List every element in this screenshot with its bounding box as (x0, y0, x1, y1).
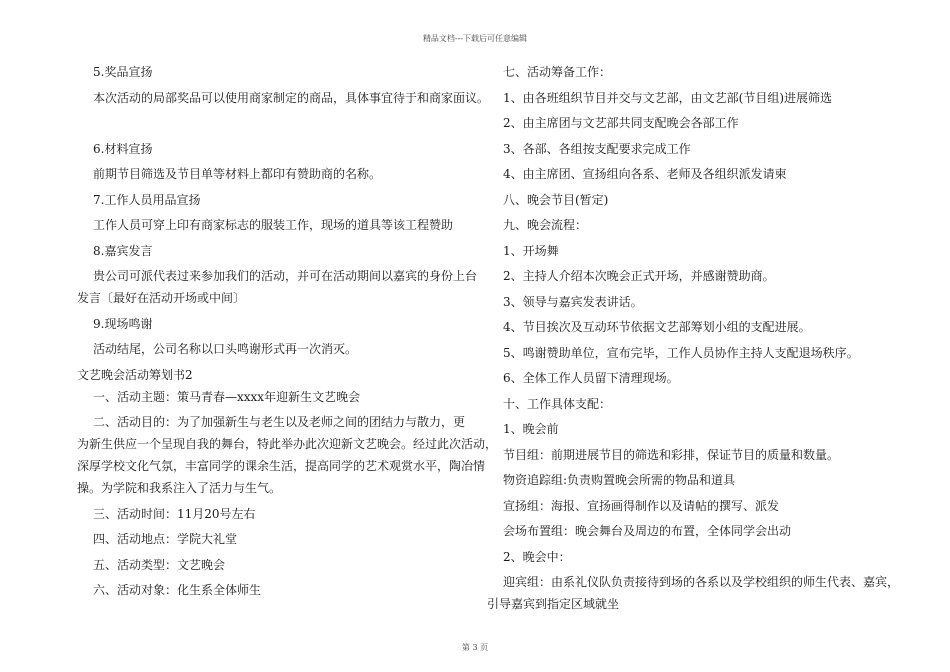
paragraph-line: 3、各部、各组按支配要求完成工作 (503, 141, 691, 156)
paragraph-line: 前期节目筛选及节目单等材料上都印有赞助商的名称。 (93, 167, 382, 181)
right-column (487, 64, 900, 622)
paragraph-line: 本次活动的局部奖品可以使用商家制定的商品，具体事宜待于和商家面议。 (93, 90, 490, 105)
paragraph-line: 5.奖品宣扬 (93, 65, 153, 79)
left-column (77, 64, 498, 608)
paragraph-line: 5、鸣谢赞助单位，宣布完毕，工作人员协作主持人支配退场秩序。 (503, 345, 859, 360)
paragraph-line: 为新生供应一个呈现自我的舞台，特此举办此次迎新文艺晚会。经过此次活动， (77, 437, 498, 451)
paragraph-line: 六、活动对象：化生系全体师生 (93, 583, 262, 597)
paragraph-line: 七、活动筹备工作： (503, 65, 612, 79)
paragraph-line: 4、由主席团、宣扬组向各系、老师及各组织派发请柬 (503, 167, 787, 181)
paragraph-line: 1、开场舞 (503, 243, 559, 258)
paragraph-line: 活动结尾，公司名称以口头鸣谢形式再一次消灭。 (93, 342, 358, 356)
paragraph-line: 物资追踪组:负责购置晚会所需的物品和道具 (503, 473, 736, 487)
paragraph-line: 九、晚会流程： (503, 218, 588, 232)
paragraph-line: 十、工作具体支配： (503, 396, 612, 411)
paragraph-line: 引导嘉宾到指定区域就坐 (487, 597, 620, 611)
paragraph-line: 6.材料宣扬 (93, 141, 153, 156)
paragraph-line: 6、全体工作人员留下清理现场。 (503, 371, 679, 385)
paragraph-line: 四、活动地点：学院大礼堂 (93, 532, 238, 546)
paragraph-line: 八、晚会节目(暂定) (503, 192, 609, 207)
paragraph-line: 文艺晚会活动筹划书2 (77, 367, 193, 382)
paragraph-line: 宣扬组：海报、宣扬画得制作以及请帖的撰写、派发 (503, 498, 780, 513)
page-header: 精品文档---下载后可任意编辑 (422, 34, 528, 43)
paragraph-line: 五、活动类型：文艺晚会 (93, 557, 226, 572)
paragraph-line: 一、活动主题：策马青春—xxxx年迎新生文艺晚会 (93, 389, 361, 404)
paragraph-line: 会场布置组：晚会舞台及周边的布置，全体同学会出动 (503, 524, 792, 538)
paragraph-line: 贵公司可派代表过来参加我们的活动，并可在活动期间以嘉宾的身份上台 (93, 269, 478, 283)
paragraph-line: 4、节目挨次及互动环节依据文艺部筹划小组的支配进展。 (503, 320, 811, 334)
paragraph-line: 深厚学校文化气氛，丰富同学的课余生活，提高同学的艺术观赏水平，陶冶情 (77, 459, 486, 473)
paragraph-line: 二、活动目的：为了加强新生与老生以及老师之间的团结力与散力，更 (93, 415, 466, 429)
paragraph-line: 2、由主席团与文艺部共同支配晚会各部工作 (503, 116, 739, 130)
paragraph-line: 8.嘉宾发言 (93, 243, 153, 258)
paragraph-line: 3、领导与嘉宾发表讲话。 (503, 294, 643, 309)
paragraph-line: 节目组：前期进展节目的筛选和彩排，保证节目的质量和数量。 (503, 447, 840, 462)
paragraph-line: 发言〔最好在活动开场或中间〕 (77, 291, 246, 305)
paragraph-line: 7.工作人员用品宣扬 (93, 192, 201, 207)
page-footer: 第 3 页 (461, 643, 489, 652)
paragraph-line: 迎宾组：由系礼仪队负责接待到场的各系以及学校组织的师生代表、嘉宾， (503, 575, 900, 589)
paragraph-line: 操。为学院和我系注入了活力与生气。 (77, 481, 282, 495)
paragraph-line: 三、活动时间：11月20号左右 (93, 506, 256, 521)
paragraph-line: 9.现场鸣谢 (93, 316, 153, 331)
paragraph-line: 2、晚会中： (503, 549, 571, 564)
paragraph-line (77, 115, 439, 141)
paragraph-line: 1、晚会前 (503, 422, 559, 436)
paragraph-line: 2、主持人介绍本次晚会正式开场，并感谢赞助商。 (503, 269, 775, 283)
paragraph-line: 工作人员可穿上印有商家标志的服装工作，现场的道具等该工程赞助 (93, 218, 454, 232)
paragraph-line: 1、由各班组织节目并交与文艺部，由文艺部(节目组)进展筛选 (503, 90, 833, 105)
